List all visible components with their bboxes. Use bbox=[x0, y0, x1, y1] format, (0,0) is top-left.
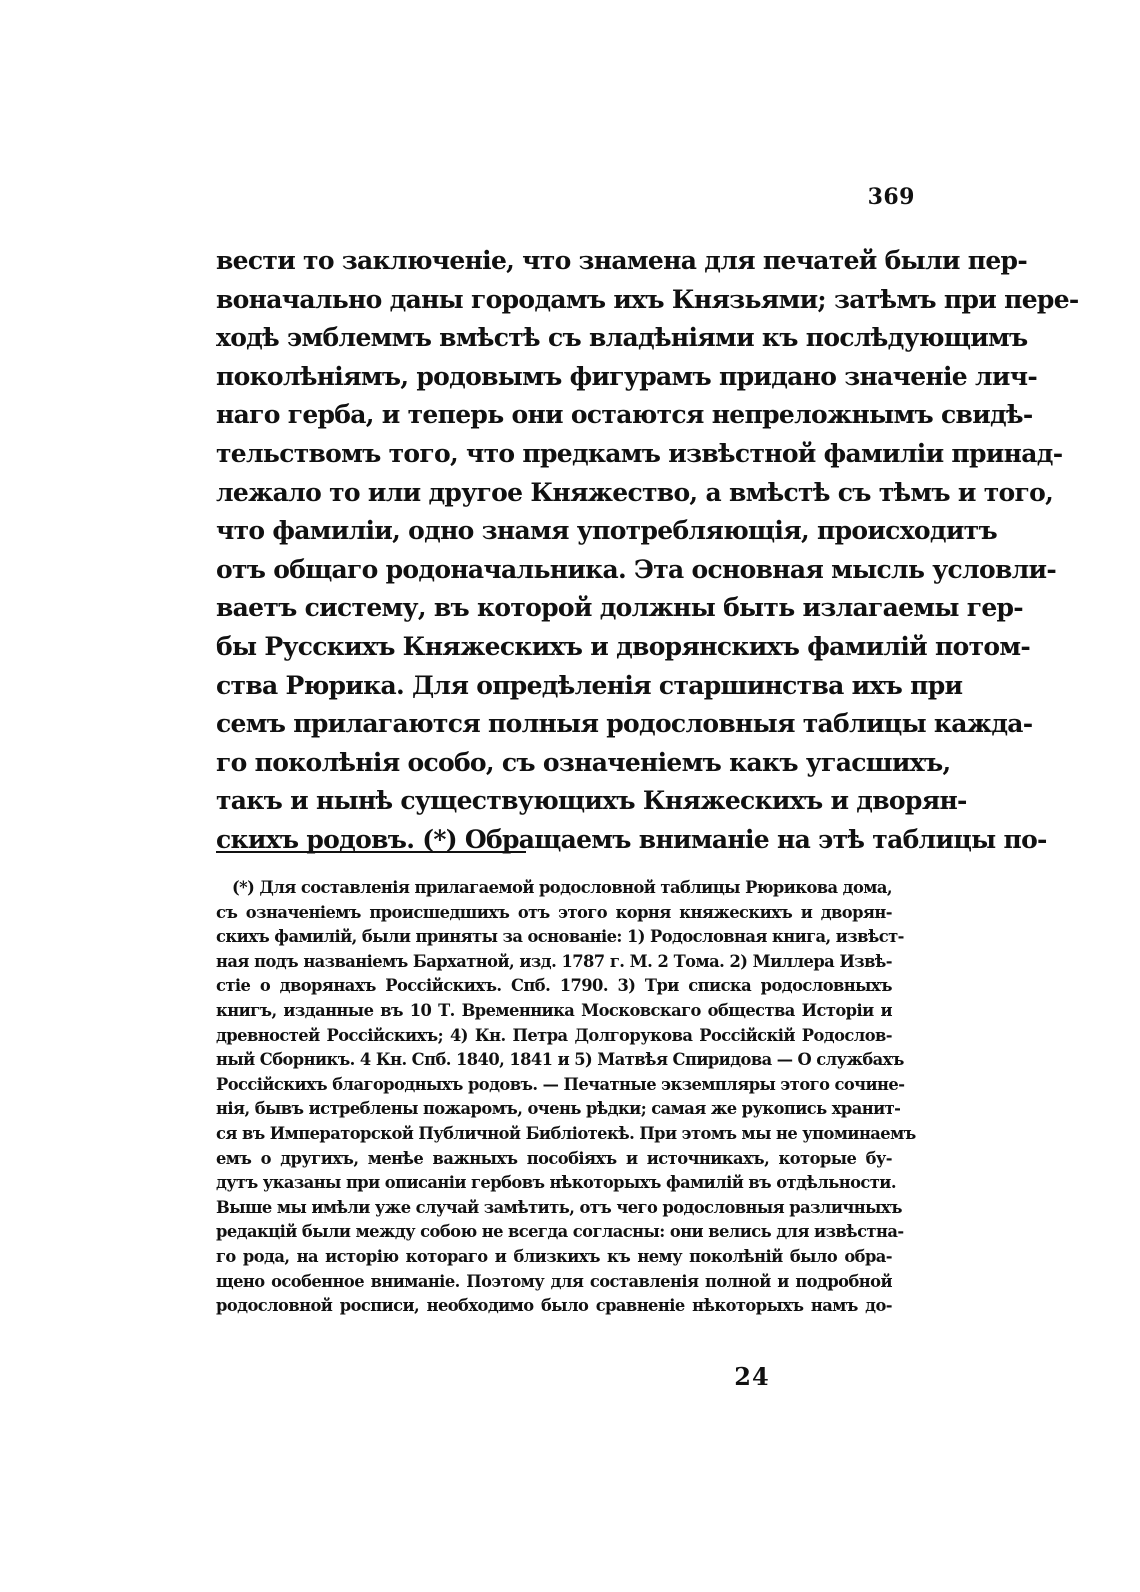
text-line: бы Русскихъ Княжескихъ и дворянскихъ фамилій потом- bbox=[216, 631, 1031, 661]
footnote-line: древностей Россійскихъ; 4) Кн. Петра Долгорукова Россійскій Родослов- bbox=[216, 1025, 892, 1045]
text-line: что фамиліи, одно знамя употребляющія, происходитъ bbox=[216, 516, 997, 546]
page-number: 369 bbox=[867, 184, 915, 210]
footnote-block bbox=[216, 876, 916, 1319]
footnote-line: емъ о другихъ, менѣе важныхъ пособіяхъ и источникахъ, которые бу- bbox=[216, 1148, 892, 1168]
text-line: семъ прилагаются полныя родословныя таблицы кажда- bbox=[216, 709, 1033, 739]
footnote-divider bbox=[216, 851, 526, 853]
footnote-line: книгъ, изданные въ 10 Т. Временника Московскаго общества Исторіи и bbox=[216, 1000, 892, 1020]
text-line: такъ и нынѣ существующихъ Княжескихъ и дворян- bbox=[216, 786, 967, 816]
footnote-line: стіе о дворянахъ Россійскихъ. Спб. 1790. 3) Три списка родословныхъ bbox=[216, 976, 892, 996]
text-line: ваетъ систему, въ которой должны быть излагаемы гер- bbox=[216, 593, 1023, 623]
footnote-line: ная подъ названіемъ Бархатной, изд. 1787 г. М. 2 Тома. 2) Миллера Извѣ- bbox=[216, 951, 892, 971]
text-line: го поколѣнія особо, съ означеніемъ какъ угасшихъ, bbox=[216, 747, 951, 777]
footnote-line: щено особенное вниманіе. Поэтому для составленія полной и подробной bbox=[216, 1271, 892, 1291]
text-line: тельствомъ того, что предкамъ извѣстной фамиліи принад- bbox=[216, 438, 1063, 468]
footnote-line: (*) Для составленія прилагаемой родословной таблицы Рюрикова дома, bbox=[232, 878, 892, 897]
text-line: воначально даны городамъ ихъ Князьями; затѣмъ при пере- bbox=[216, 284, 1079, 314]
footnote-line: ный Сборникъ. 4 Кн. Спб. 1840, 1841 и 5) Матвѣя Спиридова — О службахъ bbox=[216, 1050, 904, 1070]
footnote-line: Выше мы имѣли уже случай замѣтить, отъ чего родословныя различныхъ bbox=[216, 1197, 902, 1217]
text-line: отъ общаго родоначальника. Эта основная мысль условли- bbox=[216, 554, 1057, 584]
text-line: ства Рюрика. Для опредѣленія старшинства ихъ при bbox=[216, 670, 963, 700]
text-line: скихъ родовъ. (*) Обращаемъ вниманіе на этѣ таблицы по- bbox=[216, 824, 1047, 854]
main-text-block bbox=[216, 242, 1079, 860]
text-line: поколѣніямъ, родовымъ фигурамъ придано значеніе лич- bbox=[216, 361, 1038, 391]
footnote-line: нія, бывъ истреблены пожаромъ, очень рѣдки; самая же рукопись хранит- bbox=[216, 1099, 901, 1119]
footnote-line: го рода, на исторію котораго и близкихъ къ нему поколѣній было обра- bbox=[216, 1246, 892, 1266]
footnote-line: ся въ Императорской Публичной Библіотекѣ. При этомъ мы не упоминаемъ bbox=[216, 1123, 916, 1143]
footnote-line: съ означеніемъ происшедшихъ отъ этого корня княжескихъ и дворян- bbox=[216, 902, 892, 922]
footnote-line: Россійскихъ благородныхъ родовъ. — Печатные экземпляры этого сочине- bbox=[216, 1074, 905, 1094]
footnote-line: редакцій были между собою не всегда согласны: они велись для извѣстна- bbox=[216, 1222, 904, 1242]
footnote-line: скихъ фамилій, были приняты за основаніе: 1) Родословная книга, извѣст- bbox=[216, 927, 904, 947]
signature-mark: 24 bbox=[734, 1362, 770, 1391]
text-line: вести то заключеніе, что знамена для печатей были пер- bbox=[216, 246, 1028, 275]
footnote-line: родословной росписи, необходимо было сравненіе нѣкоторыхъ намъ до- bbox=[216, 1296, 892, 1316]
text-line: лежало то или другое Княжество, а вмѣстѣ съ тѣмъ и того, bbox=[216, 477, 1054, 507]
footnote-line: дутъ указаны при описаніи гербовъ нѣкоторыхъ фамилій въ отдѣльности. bbox=[216, 1173, 896, 1193]
text-line: ходѣ эмблеммъ вмѣстѣ съ владѣніями къ послѣдующимъ bbox=[216, 323, 1028, 353]
text-line: наго герба, и теперь они остаются непреложнымъ свидѣ- bbox=[216, 400, 1033, 430]
